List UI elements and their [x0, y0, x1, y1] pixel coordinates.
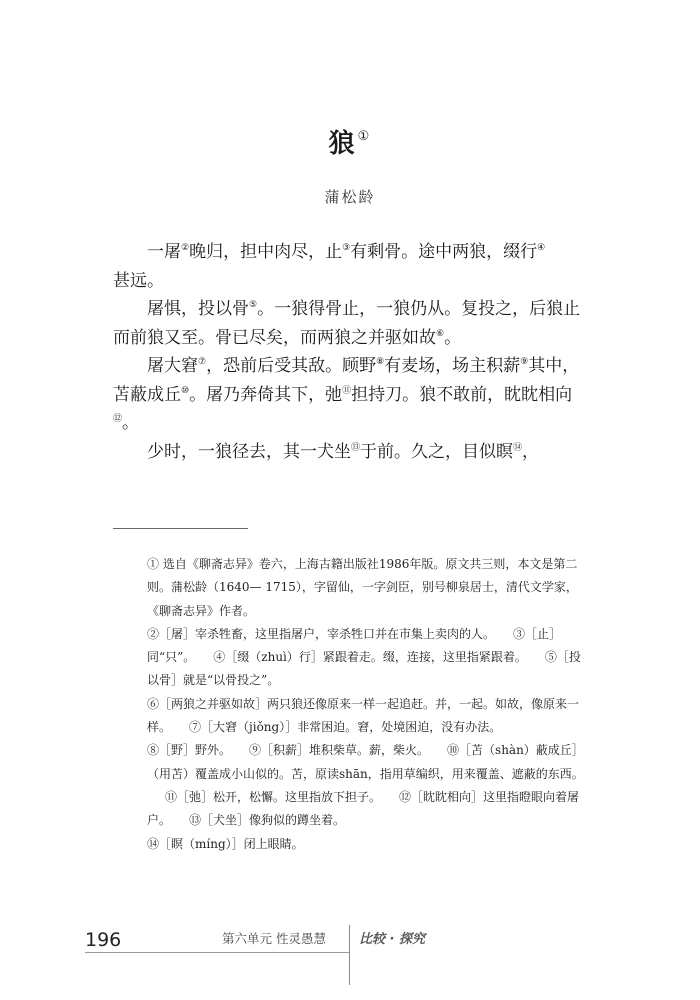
footer-divider	[349, 925, 350, 985]
footnote-group-b	[147, 693, 589, 740]
footnote-14: ⑭［瞑（míng）］闭上眼睛。	[147, 836, 304, 851]
footnote-group-d	[147, 833, 589, 856]
footnotes	[147, 553, 589, 856]
footnote-7: ⑦［大窘（jiǒng）］非常困迫。窘，处境困迫，没有办法。	[189, 720, 502, 735]
poem-title	[0, 123, 700, 160]
page-number: 196	[85, 929, 122, 951]
footnote-4: ④［缀（zhuì）行］紧跟着走。缀，连接，这里指紧跟着。	[213, 650, 527, 665]
footnote-12: ⑫［眈眈相向］这里指瞪眼向着屠户。	[147, 789, 580, 828]
footnote-5: ⑤［投以骨］就是“以骨投之”。	[147, 650, 581, 688]
footnote-6: ⑥［两狼之并驱如故］两只狼还像原来一样一起追赶。并，一起。如故，像原来一样。	[147, 696, 580, 735]
title-text: 狼	[328, 129, 357, 159]
footnote-11: ⑪［弛］松开，松懈。这里指放下担子。	[165, 789, 382, 804]
paragraph-4: 少时，一狼径去，其一犬坐⑬于前。久之，目似瞑⑭，	[147, 441, 540, 462]
footnote-divider	[113, 528, 248, 529]
paragraph-2: 屠惧，投以骨⑤。一狼得骨止，一狼仍从。复投之，后狼止而前狼又至。骨已尽矣，而两狼之并驱如故⑥。	[113, 299, 581, 348]
footnote-8: ⑧［野］野外。	[147, 743, 232, 758]
footnote-2: ②［屠］宰杀牲畜，这里指屠户，宰杀牲口并在市集上卖肉的人。	[147, 626, 496, 641]
paragraph-1: 一屠②晚归，担中肉尽，止③有剩骨。途中两狼，缀行④ 甚远。	[113, 242, 546, 291]
author-name: 蒲松龄	[324, 188, 376, 206]
footnote-3: ③［止］同“只”。	[147, 626, 562, 665]
paragraph-3: 屠大窘⑦，恐前后受其敌。顾野⑧有麦场，场主积薪⑨其中，苫蔽成丘⑩。屠乃奔倚其下，弛⑪担持刀。狼不敢前，眈眈相向⑫。	[113, 356, 580, 433]
footnote-9: ⑨［积薪］堆积柴草。薪，柴火。	[249, 743, 430, 758]
main-text	[113, 238, 589, 466]
footnote-13: ⑬［犬坐］像狗似的蹲坐着。	[189, 813, 346, 828]
footnote-group-c	[147, 739, 589, 832]
footer-rule	[85, 952, 350, 953]
footnote-1: ① 选自《聊斋志异》卷六，上海古籍出版社1986年版。原文共三则，本文是第二则。蒲松龄（1640— 1715），字留仙，一字剑臣，别号柳泉居士，清代文学家，《聊斋志异》作者。	[147, 557, 578, 618]
title-footnote-marker: ①	[357, 129, 372, 144]
unit-title: 第六单元 性灵愚慧	[222, 931, 326, 946]
footnote-group-a	[147, 623, 589, 693]
footnote-10: ⑩［苫（shàn）蔽成丘］（用苫）覆盖成小山似的。苫，原读shān，指用草编织，用来覆盖、遮蔽的东西。	[147, 743, 584, 781]
section-title: 比较 · 探究	[359, 932, 425, 947]
page-footer	[0, 925, 700, 965]
